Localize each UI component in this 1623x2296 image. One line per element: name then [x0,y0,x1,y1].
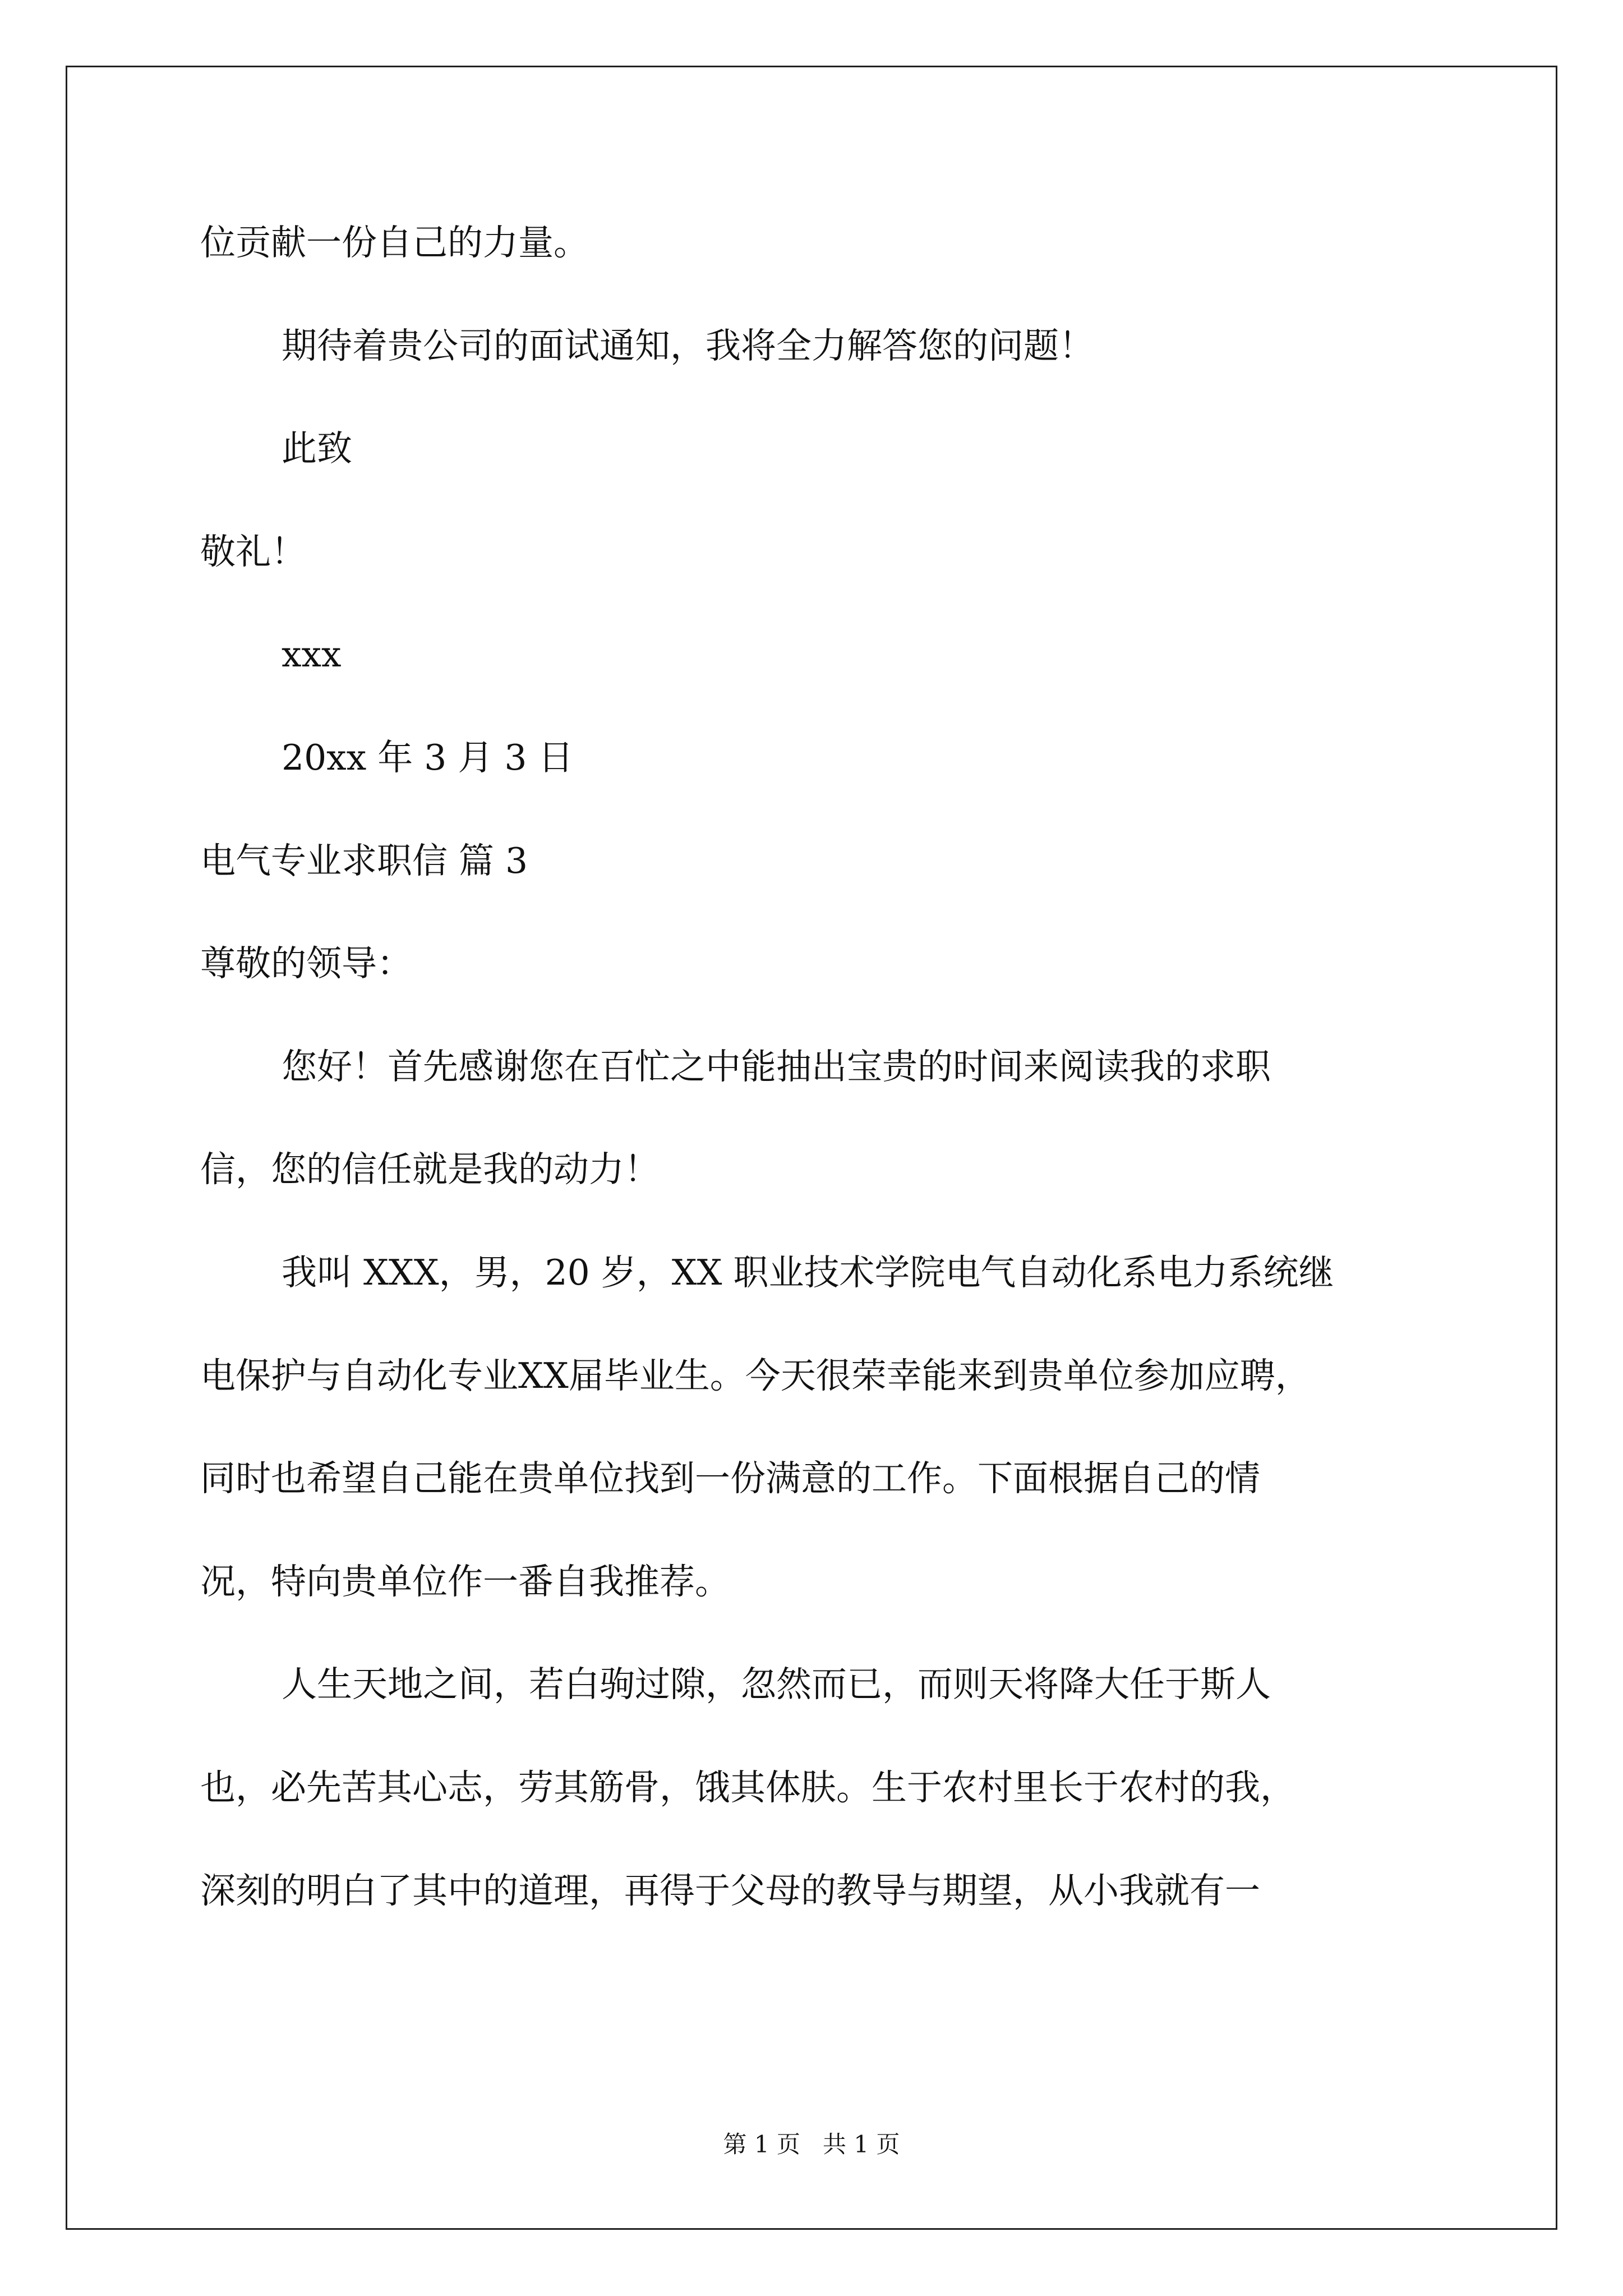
paragraph-line: 电保护与自动化专业XX届毕业生。今天很荣幸能来到贵单位参加应聘， [200,1355,1311,1396]
page-number-footer: 第 1 页 共 1 页 [723,2131,900,2158]
paragraph-line: 同时也希望自己能在贵单位找到一份满意的工作。下面根据自己的情 [200,1458,1260,1499]
salutation-closing: 敬礼！ [200,531,306,572]
closing-phrase: 此致 [282,428,352,470]
paragraph-line: 信，您的信任就是我的动力！ [200,1149,660,1190]
greeting: 尊敬的领导： [200,943,412,984]
signature-date: 20xx 年 3 月 3 日 [282,737,574,778]
letter-body [200,218,1440,1968]
paragraph-line: 人生天地之间，若白驹过隙，忽然而已，而则天将降大任于斯人 [282,1664,1271,1705]
paragraph-line: 我叫 XXX，男，20 岁，XX 职业技术学院电气自动化系电力系统继 [282,1251,1334,1293]
text-line: 位贡献一份自己的力量。 [200,222,589,263]
paragraph-line: 您好！首先感谢您在百忙之中能抽出宝贵的时间来阅读我的求职 [282,1046,1271,1087]
paragraph-line: 也，必先苦其心志，劳其筋骨，饿其体肤。生于农村里长于农村的我， [200,1766,1295,1808]
paragraph-line: 深刻的明白了其中的道理，再得于父母的教导与期望，从小我就有一 [200,1870,1260,1911]
text-line: 期待着贵公司的面试通知，我将全力解答您的问题！ [282,325,1094,366]
section-heading: 电气专业求职信 篇 3 [200,840,528,881]
signature-name: xxx [282,634,342,675]
paragraph-line: 况，特向贵单位作一番自我推荐。 [200,1561,730,1602]
